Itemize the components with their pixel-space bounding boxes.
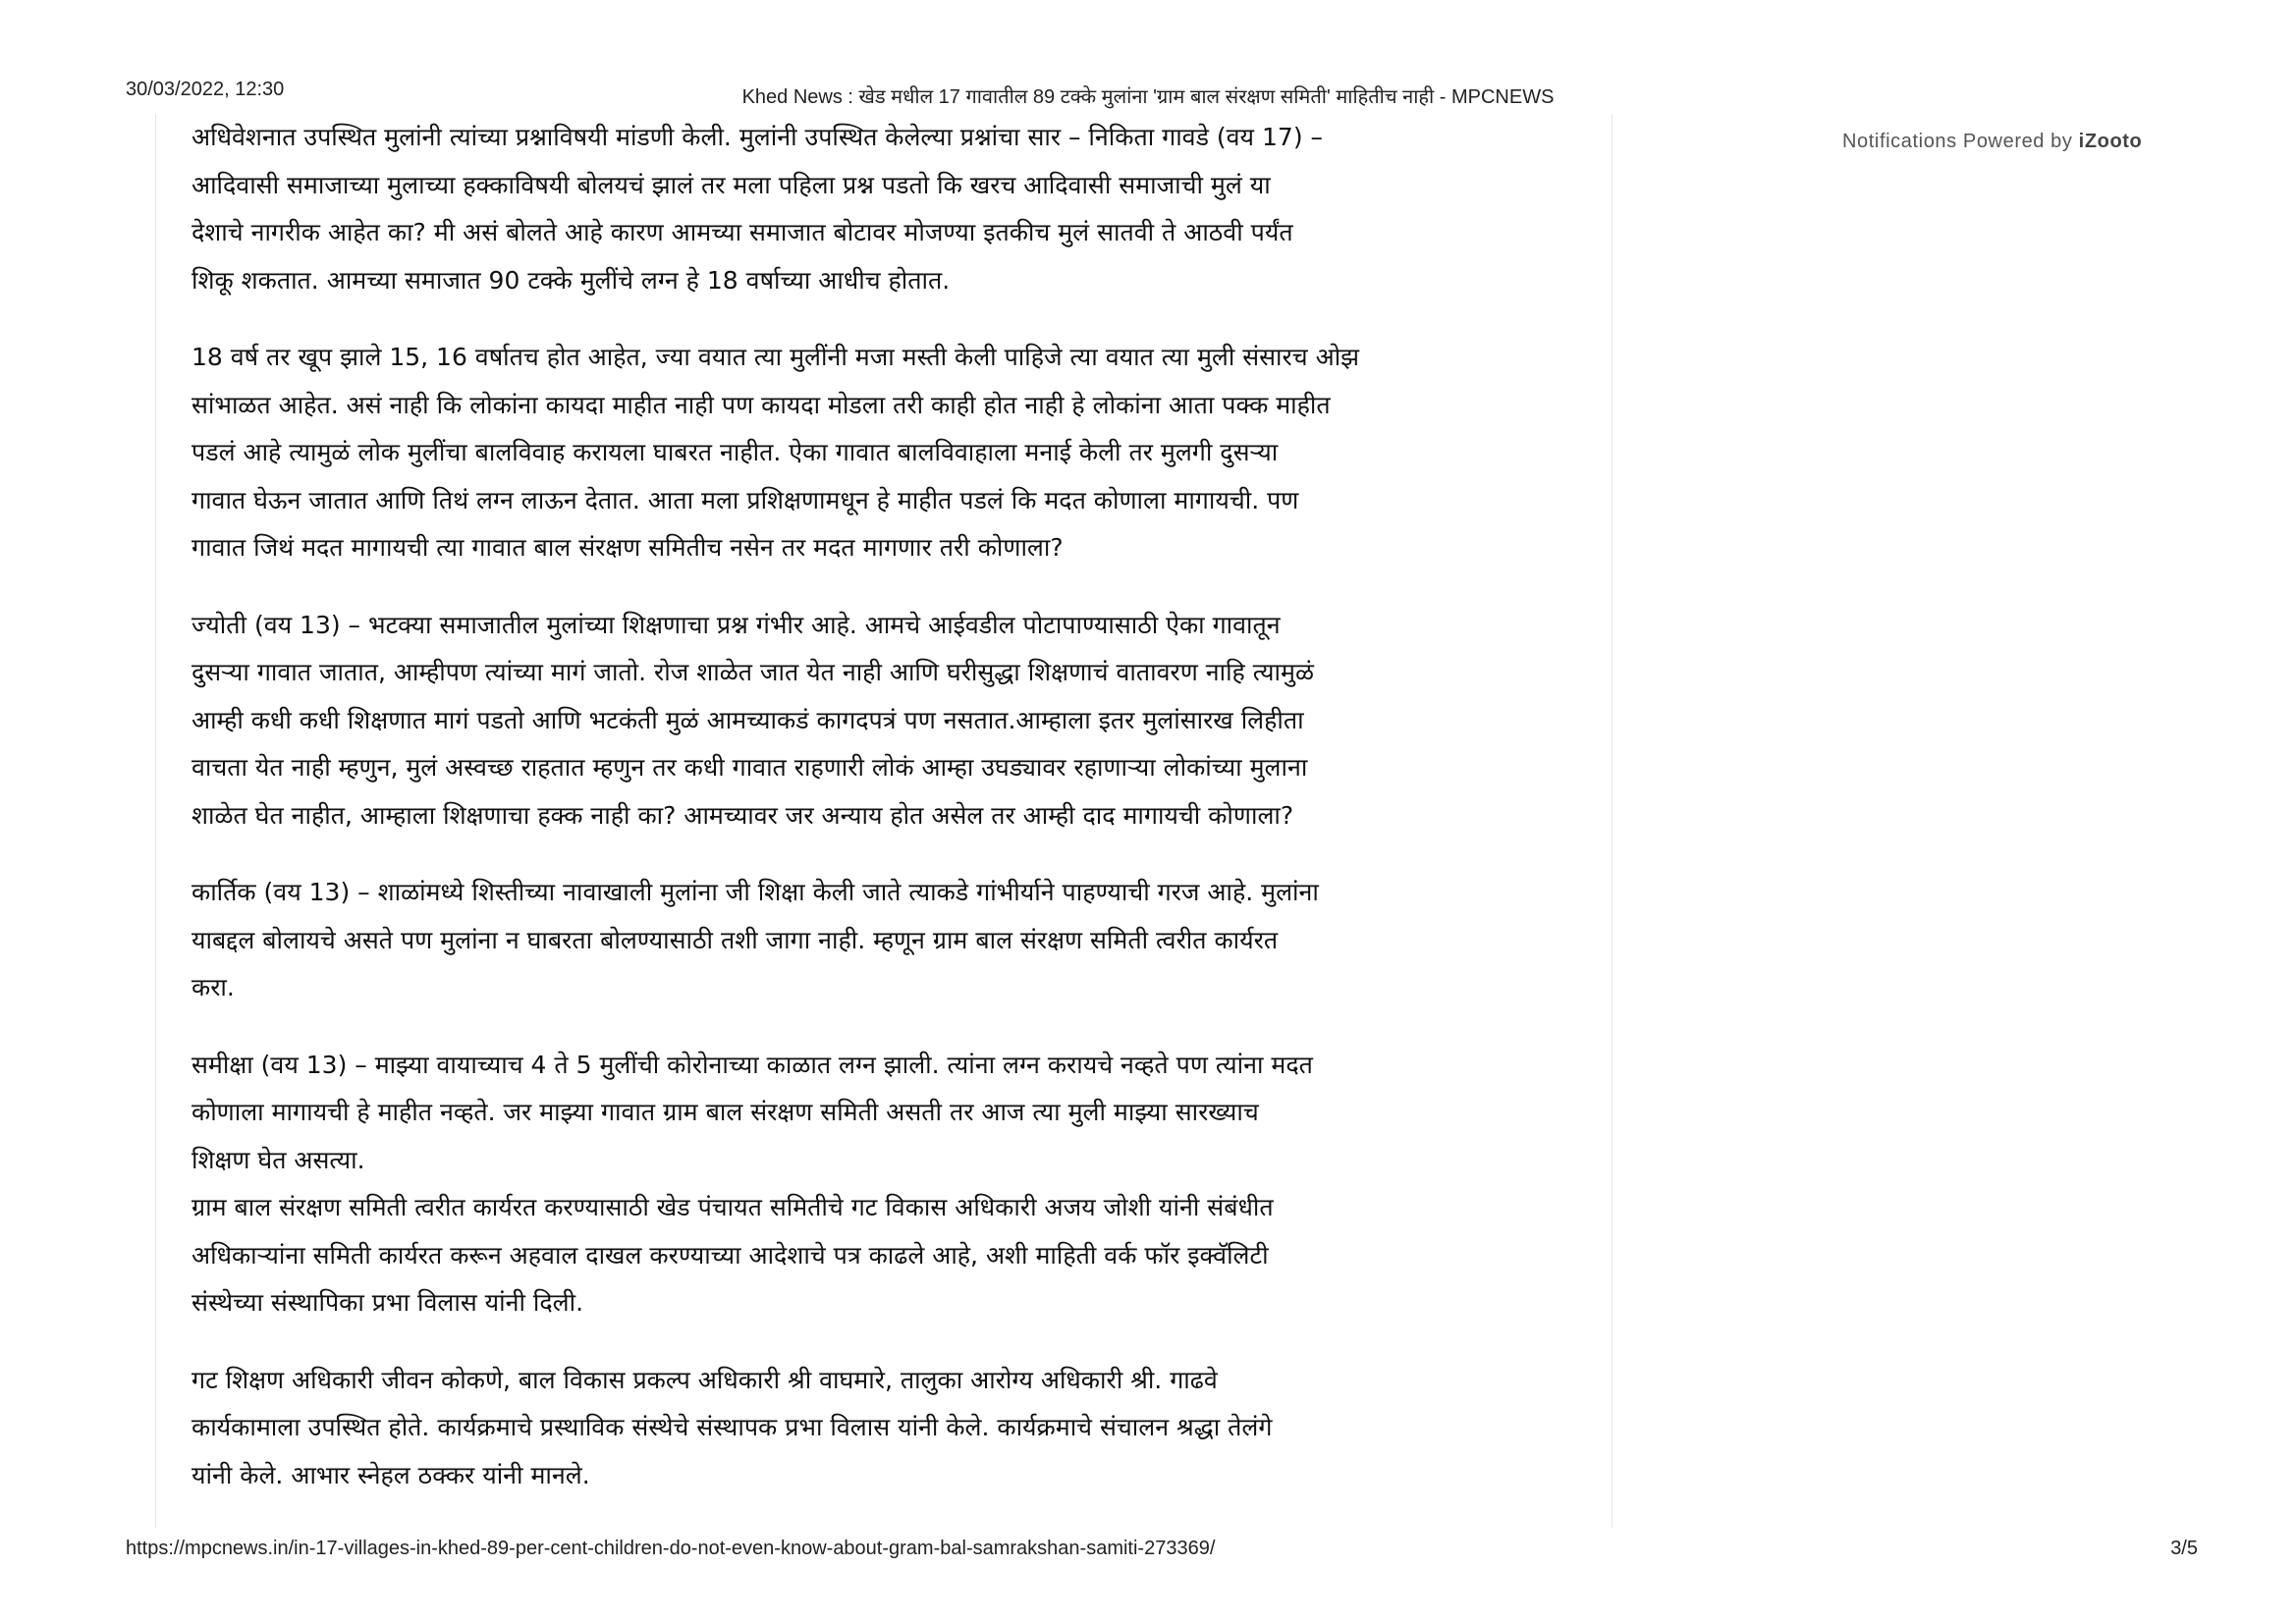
article-paragraph — [191, 334, 1586, 572]
article-paragraph — [191, 114, 1586, 304]
paragraph-line: आदिवासी समाजाच्या मुलाच्या हक्काविषयी बोलयचं झालं तर मला पहिला प्रश्न पडतो कि खरच आदिवासी समाजाची मुलं या — [191, 170, 1271, 199]
article-paragraph — [191, 869, 1586, 1012]
print-page-title: Khed News : खेड मधील 17 गावातील 89 टक्के मुलांना 'ग्राम बाल संरक्षण समिती' माहितीच नाही - MPCNEWS — [741, 86, 1555, 108]
paragraph-line: समीक्षा (वय 13) – माझ्या वायाच्याच 4 ते 5 मुलींची कोरोनाच्या काळात लग्न झाली. त्यांना लग्न करायचे नव्हते पण त्यांना मदत — [191, 1050, 1313, 1079]
paragraph-line: शिक्षण घेत असत्या. — [191, 1145, 365, 1174]
paragraph-line: कार्यकामाला उपस्थित होते. कार्यक्रमाचे प्रस्थाविक संस्थेचे संस्थापक प्रभा विलास यांनी केले. कार्यक्रमाचे संचालन श्रद्धा तेलंगे — [191, 1413, 1273, 1441]
print-date: 30/03/2022, 12:30 — [126, 79, 285, 100]
article-paragraph — [191, 1184, 1586, 1327]
paragraph-line: यांनी केले. आभार स्नेहल ठक्कर यांनी मानले. — [191, 1460, 590, 1489]
izooto-brand: iZooto — [2078, 131, 2143, 152]
paragraph-line: कोणाला मागायची हे माहीत नव्हते. जर माझ्या गावात ग्राम बाल संरक्षण समिती असती तर आज त्या मुली माझ्या सारख्याच — [191, 1098, 1259, 1126]
article-paragraph — [191, 602, 1586, 840]
paragraph-line: शिकू शकतात. आमच्या समाजात 90 टक्के मुलींचे लग्न हे 18 वर्षाच्या आधीच होतात. — [191, 265, 951, 295]
paragraph-line: ग्राम बाल संरक्षण समिती त्वरीत कार्यरत करण्यासाठी खेड पंचायत समितीचे गट विकास अधिकारी अजय जोशी यांनी संबंधीत — [191, 1193, 1274, 1221]
paragraph-line: याबद्दल बोलायचे असते पण मुलांना न घाबरता बोलण्यासाठी तशी जागा नाही. म्हणून ग्राम बाल संरक्षण समिती त्वरीत कार्यरत — [191, 925, 1279, 954]
notification-label: Notifications Powered by — [1842, 131, 2079, 152]
article-paragraph — [191, 1357, 1586, 1500]
paragraph-line: ज्योती (वय 13) – भटक्या समाजातील मुलांच्या शिक्षणाचा प्रश्न गंभीर आहे. आमचे आईवडील पोटापाण्यासाठी ऐका गावातून — [191, 610, 1281, 639]
paragraph-line: अधिवेशनात उपस्थित मुलांनी त्यांच्या प्रश्नाविषयी मांडणी केली. मुलांनी उपस्थित केलेल्या प्रश्नांचा सार – निकिता गावडे (वय 17) – — [191, 123, 1324, 151]
paragraph-line: संस्थेच्या संस्थापिका प्रभा विलास यांनी दिली. — [191, 1288, 584, 1317]
izooto-notification-link[interactable] — [1842, 131, 2142, 153]
paragraph-line: देशाचे नागरीक आहेत का? मी असं बोलते आहे कारण आमच्या समाजात बोटावर मोजण्या इतकीच मुलं सातवी ते आठवी पर्यंत — [191, 218, 1293, 246]
paragraph-line: गट शिक्षण अधिकारी जीवन कोकणे, बाल विकास प्रकल्प अधिकारी श्री वाघमारे, तालुका आरोग्य अधिकारी श्री. गाढवे — [191, 1365, 1218, 1394]
paragraph-line: करा. — [191, 973, 235, 1001]
print-page-number: 3/5 — [2170, 1538, 2198, 1559]
paragraph-line: पडलं आहे त्यामुळं लोक मुलींचा बालविवाह करायला घाबरत नाहीत. ऐका गावात बालविवाहाला मनाई केली तर मुलगी दुसऱ्या — [191, 438, 1279, 466]
paragraph-line: दुसऱ्या गावात जातात, आम्हीपण त्यांच्या मागं जातो. रोज शाळेत जात येत नाही आणि घरीसुद्धा शिक्षणाचं वातावरण नाहि त्यामुळं — [191, 658, 1314, 686]
article-column — [155, 114, 1613, 1528]
paragraph-line: शाळेत घेत नाहीत, आम्हाला शिक्षणाचा हक्क नाही का? आमच्यावर जर अन्याय होत असेल तर आम्ही दाद मागायची कोणाला? — [191, 800, 1294, 830]
paragraph-line: 18 वर्ष तर खूप झाले 15, 16 वर्षातच होत आहेत, ज्या वयात त्या मुलींनी मजा मस्ती केली पाहिजे त्या वयात त्या मुली संसारच ओझ — [191, 343, 1360, 371]
article-body — [191, 114, 1586, 1529]
paragraph-line: आम्ही कधी कधी शिक्षणात मागं पडतो आणि भटकंती मुळं आमच्याकडं कागदपत्रं पण नसतात.आम्हाला इतर मुलांसारख लिहीता — [191, 705, 1304, 734]
paragraph-line: वाचता येत नाही म्हणुन, मुलं अस्वच्छ राहतात म्हणुन तर कधी गावात राहणारी लोकं आम्हा उघड्यावर रहाणाऱ्या लोकांच्या मुलाना — [191, 753, 1308, 782]
paragraph-line: गावात घेऊन जातात आणि तिथं लग्न लाऊन देतात. आता मला प्रशिक्षणामधून हे माहीत पडलं कि मदत कोणाला मागायची. पण — [191, 485, 1299, 514]
article-paragraph — [191, 1042, 1586, 1185]
paragraph-line: कार्तिक (वय 13) – शाळांमध्ये शिस्तीच्या नावाखाली मुलांना जी शिक्षा केली जाते त्याकडे गांभीर्याने पाहण्याची गरज आहे. मुलांना — [191, 878, 1319, 906]
paragraph-line: गावात जिथं मदत मागायची त्या गावात बाल संरक्षण समितीच नसेन तर मदत मागणार तरी कोणाला? — [191, 533, 1064, 562]
print-footer-url: https://mpcnews.in/in-17-villages-in-khed-89-per-cent-children-do-not-even-know-about-gram-bal-samrakshan-samiti-273369/ — [126, 1538, 1216, 1559]
paragraph-line: अधिकाऱ्यांना समिती कार्यरत करून अहवाल दाखल करण्याच्या आदेशाचे पत्र काढले आहे, अशी माहिती वर्क फॉर इक्वॅलिटी — [191, 1240, 1269, 1270]
paragraph-line: सांभाळत आहेत. असं नाही कि लोकांना कायदा माहीत नाही पण कायदा मोडला तरी काही होत नाही हे लोकांना आता पक्क माहीत — [191, 390, 1331, 419]
